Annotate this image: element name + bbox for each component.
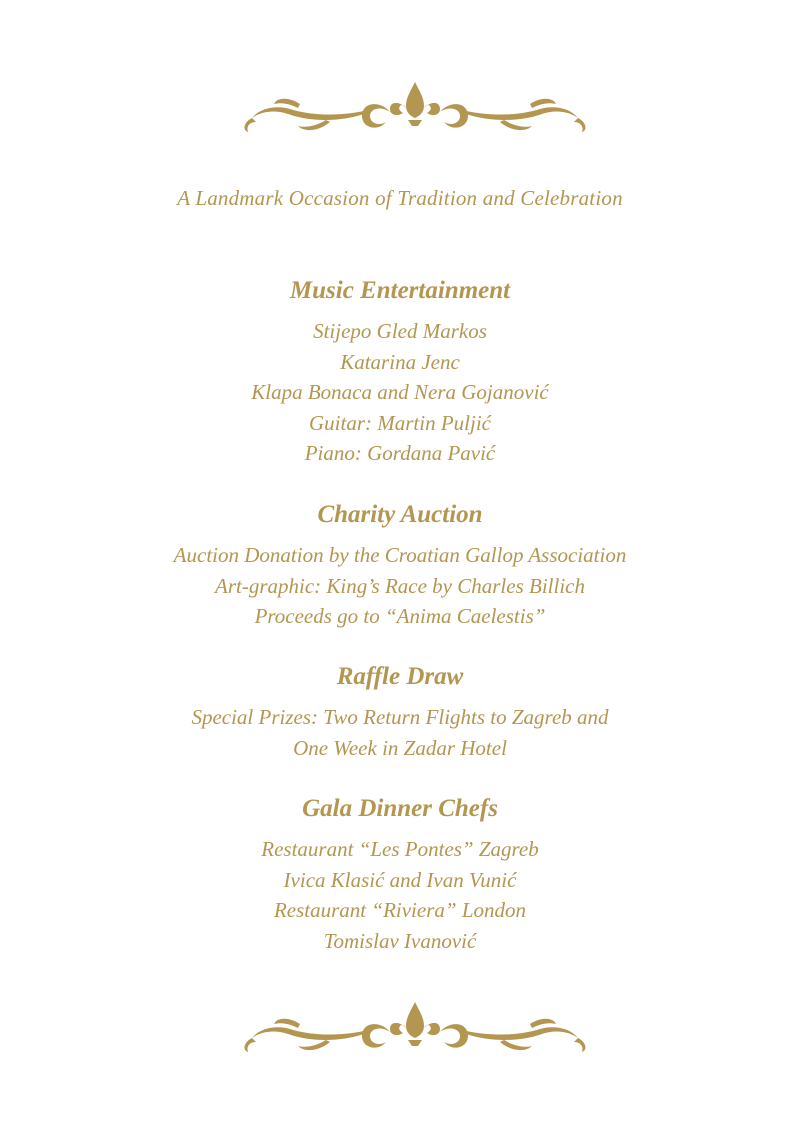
section-line: One Week in Zadar Hotel xyxy=(293,735,507,760)
section-line: Klapa Bonaca and Nera Gojanović xyxy=(251,380,549,404)
section-line: Restaurant “Les Pontes” Zagreb xyxy=(261,837,539,861)
section-music-entertainment xyxy=(0,276,800,469)
section-line: Guitar: Martin Puljić xyxy=(309,410,491,435)
section-gala-dinner-chefs xyxy=(0,794,800,956)
section-title: Gala Dinner Chefs xyxy=(302,795,498,822)
section-line: Art-graphic: King’s Race by Charles Billich xyxy=(215,573,585,598)
section-line: Piano: Gordana Pavić xyxy=(304,441,496,465)
section-raffle-draw xyxy=(0,662,800,763)
section-title: Music Entertainment xyxy=(289,277,511,304)
tagline: A Landmark Occasion of Tradition and Celebration xyxy=(177,186,623,210)
section-line: Auction Donation by the Croatian Gallop Association xyxy=(173,543,627,567)
bottom-ornament-icon xyxy=(240,998,590,1058)
top-ornament-icon xyxy=(240,78,590,138)
section-line: Ivica Klasić and Ivan Vunić xyxy=(283,867,517,892)
section-line: Tomislav Ivanović xyxy=(323,928,477,953)
section-line: Special Prizes: Two Return Flights to Zagreb and xyxy=(191,705,609,729)
section-line: Katarina Jenc xyxy=(340,349,460,374)
section-line: Proceeds go to “Anima Caelestis” xyxy=(254,604,546,628)
section-title: Charity Auction xyxy=(317,501,483,528)
section-charity-auction xyxy=(0,500,800,632)
section-line: Stijepo Gled Markos xyxy=(313,319,487,343)
section-line: Restaurant “Riviera” London xyxy=(273,898,526,922)
section-title: Raffle Draw xyxy=(336,663,464,690)
